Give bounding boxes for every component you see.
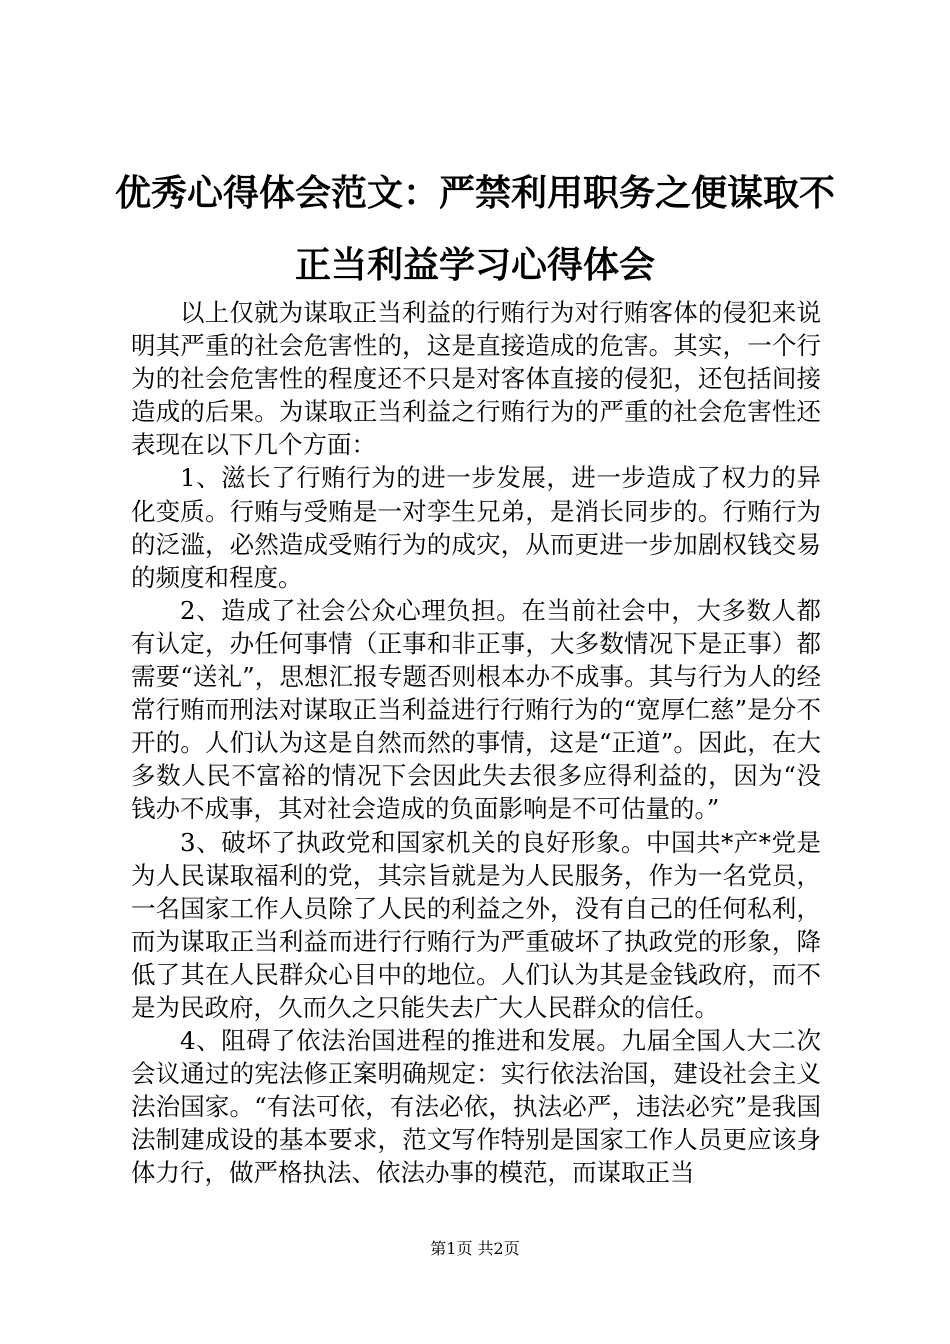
page-number-footer: 第1页 共2页 — [430, 1239, 520, 1258]
paragraph: 1、滋长了行贿行为的进一步发展，进一步造成了权力的异化变质。行贿与受贿是一对孪生兄弟，是消长同步的。行贿行为的泛滥，必然造成受贿行为的成灾，从而更进一步加剧权钱交易的频度和程度。 — [131, 463, 821, 592]
paragraph: 以上仅就为谋取正当利益的行贿行为对行贿客体的侵犯来说明其严重的社会危害性的，这是直接造成的危害。其实，一个行为的社会危害性的程度还不只是对客体直接的侵犯，还包括间接造成的后果。为谋取正当利益之行贿行为的严重的社会危害性还表现在以下几个方面： — [131, 298, 821, 460]
paragraph: 4、阻碍了依法治国进程的推进和发展。九届全国人大二次会议通过的宪法修正案明确规定：实行依法治国，建设社会主义法治国家。“有法可依，有法必依，执法必严，违法必究”是我国法制建成设的基本要求，范文写作特别是国家工作人员更应该身体力行，做严格执法、依法办事的模范，而谋取正当 — [131, 1026, 821, 1188]
document-title: 优秀心得体会范文：严禁利用职务之便谋取不正当利益学习心得体会 — [114, 173, 835, 286]
paragraph: 3、破坏了执政党和国家机关的良好形象。中国共*产*党是为人民谋取福利的党，其宗旨就是为人民服务，作为一名党员，一名国家工作人员除了人民的利益之外，没有自己的任何私利，而为谋取正当利益而进行行贿行为严重破坏了执政党的形象，降低了其在人民群众心目中的地位。人们认为其是金钱政府，而不是为民政府，久而久之只能失去广大人民群众的信任。 — [131, 827, 821, 1022]
paragraph: 2、造成了社会公众心理负担。在当前社会中，大多数人都有认定，办任何事情（正事和非正事，大多数情况下是正事）都需要“送礼”，思想汇报专题否则根本办不成事。其与行为人的经常行贿而刑法对谋取正当利益进行行贿行为的“宽厚仁慈”是分不开的。人们认为这是自然而然的事情，这是“正道”。因此，在大多数人民不富裕的情况下会因此失去很多应得利益的，因为“没钱办不成事，其对社会造成的负面影响是不可估量的。” — [131, 595, 821, 824]
document-body — [131, 296, 821, 1190]
